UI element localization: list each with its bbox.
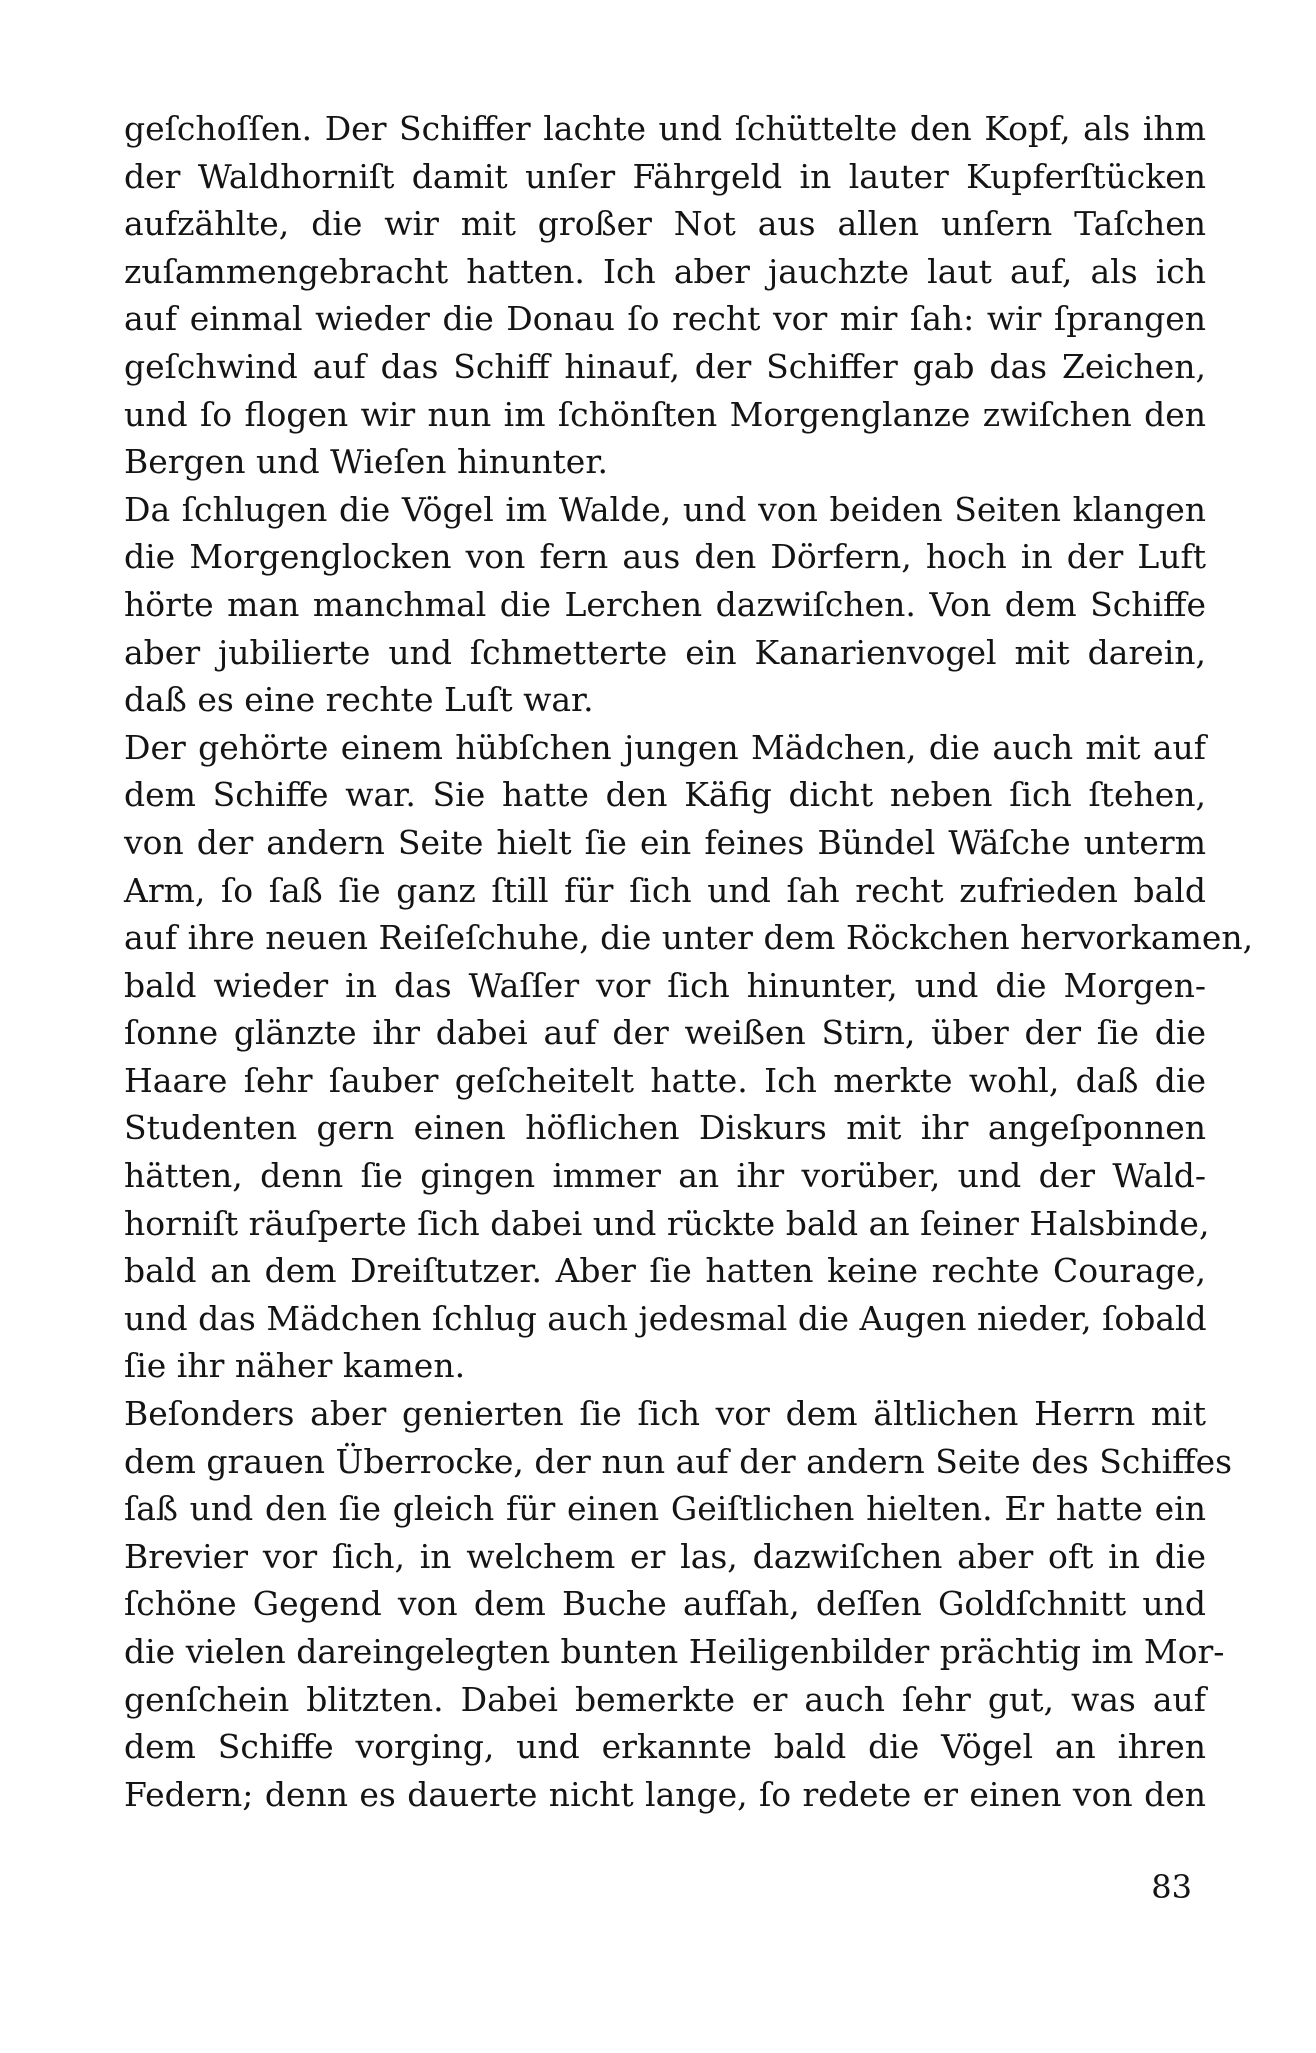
- text-line: ſchöne Gegend von dem Buche aufſah, deſſen Goldſchnitt und: [124, 1584, 1206, 1624]
- text-line: daß es eine rechte Luſt war.: [124, 680, 594, 720]
- text-line: bald an dem Dreiſtutzer. Aber ſie hatten keine rechte Courage,: [124, 1251, 1206, 1291]
- text-line: von der andern Seite hielt ſie ein feines Bündel Wäſche unterm: [124, 822, 1206, 862]
- text-line: der Waldhorniſt damit unſer Fährgeld in lauter Kupferſtücken: [124, 156, 1206, 196]
- text-line: Da ſchlugen die Vögel im Walde, und von beiden Seiten klangen: [124, 489, 1206, 529]
- text-line: Beſonders aber genierten ſie ſich vor dem ältlichen Herrn mit: [124, 1394, 1206, 1434]
- text-line: dem grauen Überrocke, der nun auf der andern Seite des Schiffes: [124, 1441, 1233, 1481]
- text-line: genſchein blitzten. Dabei bemerkte er auch ſehr gut, was auf: [124, 1679, 1206, 1719]
- text-line: auf ihre neuen Reiſeſchuhe, die unter dem Röckchen hervorkamen,: [124, 918, 1254, 958]
- text-line: und das Mädchen ſchlug auch jedesmal die Augen nieder, ſobald: [124, 1298, 1207, 1338]
- text-line: aber jubilierte und ſchmetterte ein Kanarienvogel mit darein,: [124, 632, 1206, 672]
- text-line: Brevier vor ſich, in welchem er las, dazwiſchen aber oft in die: [124, 1536, 1206, 1576]
- text-line: hätten, denn ſie gingen immer an ihr vorüber, und der Wald-: [124, 1156, 1206, 1196]
- text-line: horniſt räuſperte ſich dabei und rückte bald an ſeiner Halsbinde,: [124, 1203, 1210, 1243]
- text-line: ſaß und den ſie gleich für einen Geiſtlichen hielten. Er hatte ein: [124, 1489, 1206, 1529]
- text-line: Arm, ſo ſaß ſie ganz ſtill für ſich und ſah recht zufrieden bald: [124, 870, 1206, 910]
- text-line: ſonne glänzte ihr dabei auf der weißen Stirn, über der ſie die: [124, 1013, 1206, 1053]
- text-line: Federn; denn es dauerte nicht lange, ſo redete er einen von den: [124, 1774, 1206, 1814]
- text-line: die vielen dareingelegten bunten Heiligenbilder prächtig im Mor-: [124, 1632, 1225, 1671]
- text-line: geſchwind auf das Schiff hinauf, der Schiffer gab das Zeichen,: [124, 346, 1206, 386]
- text-line: aufzählte, die wir mit großer Not aus allen unſern Taſchen: [124, 204, 1206, 244]
- text-line: Der gehörte einem hübſchen jungen Mädchen, die auch mit auf: [124, 727, 1206, 767]
- text-line: die Morgenglocken von fern aus den Dörfern, hoch in der Luft: [124, 537, 1206, 577]
- body-text: [124, 105, 1254, 1818]
- text-line: Studenten gern einen höflichen Diskurs mit ihr angeſponnen: [124, 1108, 1206, 1148]
- text-line: hörte man manchmal die Lerchen dazwiſchen. Von dem Schiffe: [124, 584, 1206, 624]
- text-line: und ſo flogen wir nun im ſchönſten Morgenglanze zwiſchen den: [124, 394, 1206, 434]
- text-line: ſie ihr näher kamen.: [124, 1346, 466, 1386]
- text-line: dem Schiffe war. Sie hatte den Käfig dicht neben ſich ſtehen,: [124, 775, 1206, 815]
- text-line: Haare ſehr ſauber geſcheitelt hatte. Ich merkte wohl, daß die: [124, 1060, 1206, 1100]
- text-line: geſchoſſen. Der Schiffer lachte und ſchüttelte den Kopf, als ihm: [124, 109, 1206, 148]
- text-line: dem Schiffe vorging, und erkannte bald die Vögel an ihren: [124, 1727, 1206, 1767]
- text-line: auf einmal wieder die Donau ſo recht vor mir ſah: wir ſprangen: [124, 299, 1206, 339]
- text-line: zuſammengebracht hatten. Ich aber jauchzte laut auf, als ich: [124, 251, 1206, 291]
- text-line: bald wieder in das Waſſer vor ſich hinunter, und die Morgen-: [124, 965, 1206, 1005]
- text-line: Bergen und Wieſen hinunter.: [124, 442, 608, 482]
- page-number: 83: [1151, 1868, 1192, 1906]
